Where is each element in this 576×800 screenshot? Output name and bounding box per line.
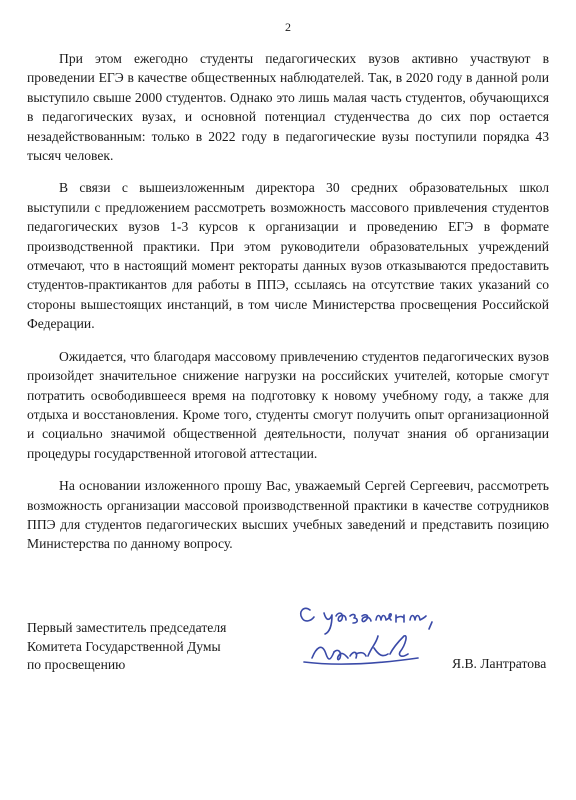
letter-body xyxy=(27,49,549,567)
paragraph-3: Ожидается, что благодаря массовому привлечению студентов педагогических вузов произойдет значительное снижение нагрузки на российских учителей, которые смогут потратить освободившееся время на подготовку к новому учебному году, а также для отдыха и восстановления. Кроме того, студенты смогут получить опыт организационной и социально значимой общественной деятельности, получат знания об организации процедуры государственной итоговой аттестации. xyxy=(27,348,549,461)
signer-title-line: по просвещению xyxy=(27,657,126,672)
paragraph-1: При этом ежегодно студенты педагогических вузов активно участвуют в проведении ЕГЭ в качестве общественных наблюдателей. Так, в 2020 году в данной роли выступило свыше 2000 студентов. Однако это лишь малая часть студентов, обучающихся в педагогических вузах, и основной потенциал студенчества до сих пор остается незадействованным: только в 2022 году в педагогические вузы поступили порядка 43 тысяч человек. xyxy=(27,51,549,164)
signer-title xyxy=(27,619,287,675)
paragraph-2: В связи с вышеизложенным директора 30 средних образовательных школ выступили с предложением рассмотреть возможность массового привлечения студентов педагогических вузов 1-3 курсов к организации и проведению ЕГЭ в формате производственной практики. При этом руководители образовательных учреждений отмечают, что в настоящий момент ректораты данных вузов отказываются предоставить студентов-практикантов для работы в ППЭ, ссылаясь на отсутствие таких указаний со стороны вышестоящих инстанций, в том числе Министерства просвещения Российской Федерации. xyxy=(27,180,549,332)
signer-name: Я.В. Лантратова xyxy=(452,656,547,671)
signer-title-line: Комитета Государственной Думы xyxy=(27,638,221,654)
paragraph-4: На основании изложенного прошу Вас, уважаемый Сергей Сергеевич, рассмотреть возможность организации массовой производственной практики в качестве сотрудников ППЭ для студентов педагогических высших учебных заведений и представить позицию Министерства по данному вопросу. xyxy=(27,478,549,552)
signer-title-line: Первый заместитель председателя xyxy=(27,620,227,635)
page-number: 2 xyxy=(285,20,291,34)
handwritten-signature xyxy=(296,596,476,676)
